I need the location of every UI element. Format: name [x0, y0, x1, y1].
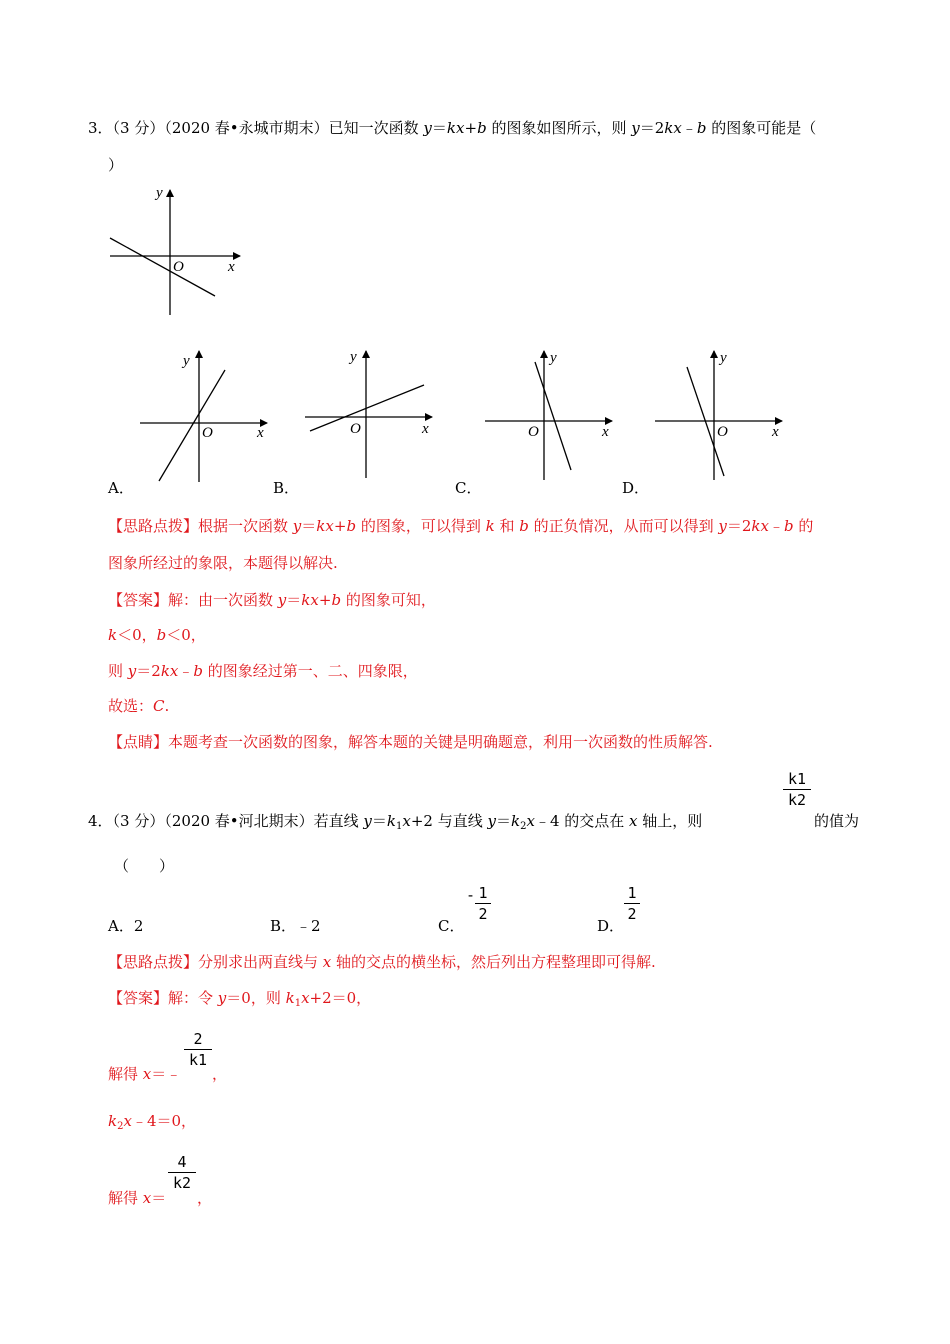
q4-option-b: B．﹣2 [270, 917, 321, 935]
origin-label: O [173, 259, 184, 275]
q4-solution-1: 解得 x＝﹣ [108, 1065, 182, 1083]
graph-line [110, 238, 215, 296]
q3-answer-line3: 则 y＝2kx﹣b 的图象经过第一、二、四象限， [108, 662, 418, 680]
graph-line [535, 362, 571, 470]
answer-tag: 【答案】 [108, 989, 169, 1007]
analysis-tag: 【思路点拨】 [108, 953, 199, 971]
q3-stem-line1: 3．（3 分）（2020 春•永城市期末）已知一次函数 y＝kx+b 的图象如图所示，则 y＝2kx﹣b 的图象可能是（ [88, 119, 817, 137]
q3-answer-line4: 故选：C. [108, 697, 170, 715]
x-label: x [602, 424, 609, 440]
y-label: y [550, 350, 557, 366]
q3-option-b-graph [300, 345, 440, 485]
x-label: x [772, 424, 779, 440]
q4-option-c-label: C． [438, 917, 465, 935]
origin-label: O [202, 425, 213, 441]
q3-analysis-line2: 图象所经过的象限，本题得以解决. [108, 554, 338, 572]
q4-option-d-label: D． [597, 917, 625, 935]
y-label: y [350, 349, 357, 365]
q4-solution-2-fraction: 4 k2 [168, 1153, 196, 1192]
ratio-numerator: k1 [787, 770, 807, 788]
q4-paren: （ ） [114, 857, 175, 875]
q4-solution-2-suffix: ， [197, 1189, 213, 1207]
fraction-bar [783, 789, 811, 790]
origin-label: O [350, 421, 361, 437]
ratio-denominator: k2 [787, 791, 807, 809]
q3-option-a-label: A． [108, 479, 134, 497]
q4-analysis: 【思路点拨】分别求出两直线与 x 轴的交点的横坐标，然后列出方程整理即可得解. [108, 953, 656, 971]
x-label: x [257, 425, 264, 441]
origin-label: O [528, 424, 539, 440]
q4-option-c-fraction: 1 2 [475, 884, 491, 923]
q4-answer-line2: $k_2x﹣4=0$， [108, 1112, 197, 1132]
q3-option-d-label: D． [622, 479, 650, 497]
q4-solution-2: 解得 x＝ [108, 1189, 167, 1207]
q4-stem-line1: 4．（3 分）（2020 春•河北期末）若直线 $y=k_1x+2$ 与直线 $y=k_2x﹣4$ 的交点在 x 轴上，则 [88, 812, 703, 832]
x-label: x [422, 421, 429, 437]
q3-answer-line1: 【答案】解：由一次函数 y＝kx+b 的图象可知， [108, 591, 436, 609]
graph-line [159, 370, 225, 481]
q3-stem-line2: ） [108, 156, 124, 174]
q3-option-b-label: B． [273, 479, 300, 497]
y-label: y [156, 185, 163, 201]
q3-answer-line2: k＜0，b＜0， [108, 626, 206, 644]
q4-solution-1-fraction: 2 k1 [184, 1030, 212, 1069]
comment-tag: 【点睛】 [108, 733, 169, 751]
q3-analysis-line1: 【思路点拨】根据一次函数 y＝kx+b 的图象，可以得到 k 和 b 的正负情况，从而可以得到 y＝2kx﹣b 的 [108, 517, 814, 535]
q3-option-a-graph [135, 345, 275, 485]
y-label: y [720, 350, 727, 366]
q3-option-c-graph [480, 345, 620, 485]
graph-line [310, 385, 424, 431]
q4-option-c-sign: - [466, 886, 476, 904]
q3-option-d-graph [650, 345, 790, 485]
x-label: x [228, 259, 235, 275]
q4-stem-end: 的值为 [814, 812, 860, 830]
q4-answer-line1: 【答案】解：令 y＝0，则 $k_1x+2=0$， [108, 989, 372, 1009]
analysis-tag: 【思路点拨】 [108, 517, 199, 535]
q3-comment: 【点睛】本题考查一次函数的图象，解答本题的关键是明确题意，利用一次函数的性质解答. [108, 733, 713, 751]
q4-option-d-fraction: 1 2 [624, 884, 640, 923]
y-label: y [183, 353, 190, 369]
q4-option-a: A．2 [108, 917, 144, 935]
q4-solution-1-suffix: ， [212, 1065, 228, 1083]
q3-main-graph [105, 180, 250, 320]
answer-tag: 【答案】 [108, 591, 169, 609]
origin-label: O [717, 424, 728, 440]
q3-option-c-label: C． [455, 479, 482, 497]
q4-ratio-fraction [783, 770, 811, 809]
